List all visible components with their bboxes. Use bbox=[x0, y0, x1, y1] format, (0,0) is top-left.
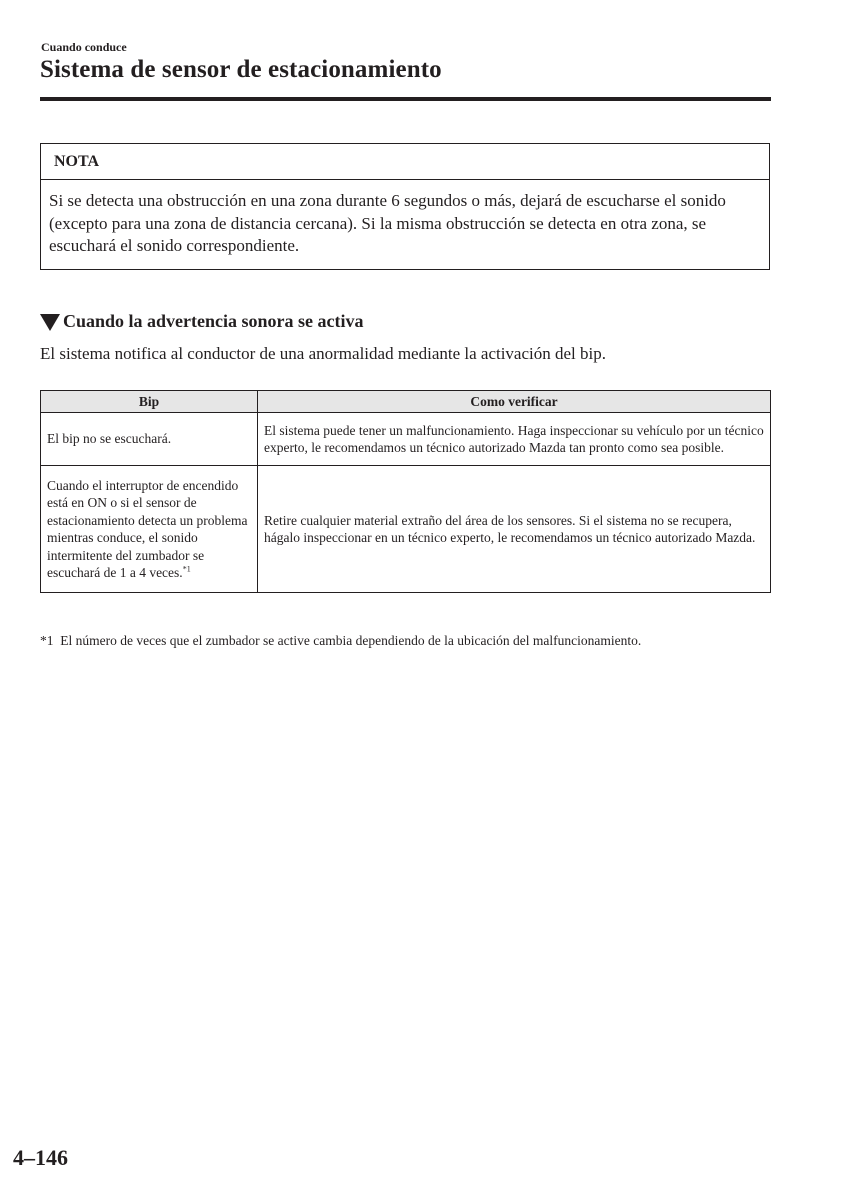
bip-table bbox=[40, 390, 771, 593]
footnote-text: El número de veces que el zumbador se active cambia dependiendo de la ubicación del malfuncionamiento. bbox=[60, 633, 642, 648]
table-cell-bip bbox=[41, 466, 258, 593]
section-body: El sistema notifica al conductor de una anormalidad mediante la activación del bip. bbox=[40, 344, 606, 363]
table-header-row bbox=[41, 391, 771, 413]
page-title: Sistema de sensor de estacionamiento bbox=[40, 56, 442, 83]
title-rule bbox=[40, 97, 771, 101]
footnote bbox=[40, 633, 641, 649]
column-header-bip: Bip bbox=[41, 391, 258, 413]
table-cell-verify: El sistema puede tener un malfuncionamiento. Haga inspeccionar su vehículo por un técnico experto, le recomendamos un técnico autorizado Mazda tan pronto como sea posible. bbox=[258, 413, 771, 466]
running-head: Cuando conduce bbox=[41, 40, 127, 54]
triangle-down-icon bbox=[40, 314, 60, 331]
page-number: 4–146 bbox=[13, 1145, 68, 1170]
table-row bbox=[41, 413, 771, 466]
table-cell-verify: Retire cualquier material extraño del área de los sensores. Si el sistema no se recupera, hágalo inspeccionar en un técnico experto, le recomendamos un técnico autorizado Mazda. bbox=[258, 466, 771, 593]
note-label: NOTA bbox=[41, 144, 769, 180]
note-box bbox=[40, 143, 770, 270]
section-heading-text: Cuando la advertencia sonora se activa bbox=[63, 311, 364, 331]
bip-text: Cuando el interruptor de encendido está en ON o si el sensor de estacionamiento detecta un problema mientras conduce, el sonido intermitente del zumbador se escuchará de 1 a 4 veces. bbox=[47, 477, 248, 580]
section-heading bbox=[40, 311, 364, 332]
bip-text: El bip no se escuchará. bbox=[47, 431, 172, 447]
footnote-marker: *1 bbox=[40, 633, 54, 648]
note-text: Si se detecta una obstrucción en una zona durante 6 segundos o más, dejará de escucharse el sonido (excepto para una zona de distancia cercana). Si la misma obstrucción se detecta en otra zona, se escuchará el sonido correspondiente. bbox=[49, 191, 726, 255]
column-header-verify: Como verificar bbox=[258, 391, 771, 413]
table-cell-bip bbox=[41, 413, 258, 466]
footnote-ref[interactable]: *1 bbox=[182, 564, 191, 574]
table-row bbox=[41, 466, 771, 593]
